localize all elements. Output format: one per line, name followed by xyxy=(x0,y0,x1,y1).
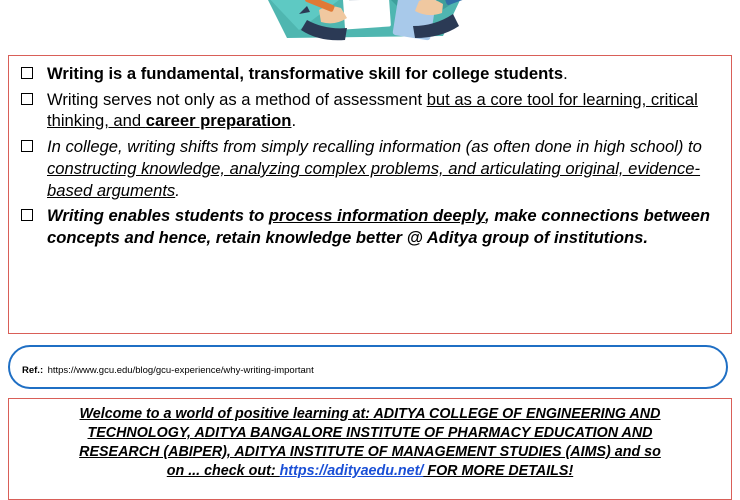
bullet-3-text-italic: In college, writing shifts from simply recalling information (as often done in high school) to xyxy=(47,137,702,157)
bullet-2-text-underlined: but as a core tool for learning, critical thinking, and xyxy=(47,89,698,131)
footer-line-4-tail: FOR MORE DETAILS! xyxy=(423,463,574,479)
students-writing-illustration xyxy=(247,0,487,48)
bullet-3-text-period: . xyxy=(175,180,180,200)
bullet-1-text-bold: Writing is a fundamental, transformative skill for college students xyxy=(47,64,564,83)
footer-line-3 xyxy=(17,443,723,462)
bullet-2-text-plain: Writing serves not only as a method of assessment xyxy=(47,89,427,109)
footer-line-4-lead: on ... check out: xyxy=(166,463,280,479)
square-bullet-icon xyxy=(21,209,33,221)
footer-line-3-tail: and so xyxy=(610,444,661,460)
key-points-box xyxy=(8,55,732,334)
list-item xyxy=(19,136,721,201)
bullet-4-text-bold-italic-underlined: process information deeply xyxy=(268,206,485,226)
footer-line-4 xyxy=(17,462,723,481)
bullet-2-text-period: . xyxy=(291,111,297,131)
reference-label: Ref.: xyxy=(22,365,44,376)
key-points-list xyxy=(19,63,721,249)
reference-url[interactable]: https://www.gcu.edu/blog/gcu-experience/why-writing-important xyxy=(47,365,314,376)
list-item xyxy=(19,205,721,248)
bullet-3-text-italic-underlined: constructing knowledge, analyzing complex problems, and articulating original, evidence-based arguments xyxy=(47,158,701,200)
bullet-2-text-bold-underlined: career preparation xyxy=(145,111,292,131)
square-bullet-icon xyxy=(21,140,33,152)
footer-line-3-institutes: RESEARCH (ABIPER), ADITYA INSTITUTE OF MANAGEMENT STUDIES (AIMS) xyxy=(79,444,611,460)
square-bullet-icon xyxy=(21,93,33,105)
footer-line-1: Welcome to a world of positive learning at: ADITYA COLLEGE OF ENGINEERING AND xyxy=(79,406,661,422)
adityaedu-link[interactable]: https://adityaedu.net/ xyxy=(279,463,424,479)
footer-line-2: TECHNOLOGY, ADITYA BANGALORE INSTITUTE OF PHARMACY EDUCATION AND xyxy=(87,425,653,441)
list-item xyxy=(19,89,721,132)
footer-banner xyxy=(8,398,732,500)
bullet-4-text-bold-italic: Writing enables students to xyxy=(47,206,269,226)
square-bullet-icon xyxy=(21,67,33,79)
list-item xyxy=(19,63,721,85)
bullet-1-text-period: . xyxy=(563,64,568,83)
reference-callout xyxy=(8,345,728,389)
bullet-4-text-tail: , make connections between concepts and hence, retain knowledge better @ Aditya group of institutions. xyxy=(47,206,710,248)
